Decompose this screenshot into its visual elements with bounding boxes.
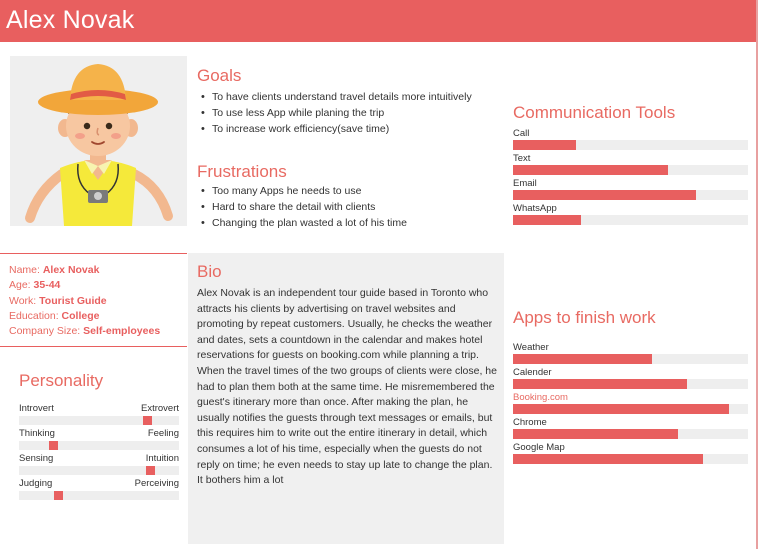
bar-fill — [513, 454, 703, 464]
bar-fill — [513, 140, 576, 150]
info-value: Tourist Guide — [39, 295, 107, 307]
bar-track — [513, 140, 748, 150]
apps-heading: Apps to finish work — [513, 308, 656, 327]
trait-slider-track — [19, 441, 179, 450]
list-item: • To have clients understand travel details more intuitively — [199, 89, 472, 105]
personality-heading: Personality — [19, 371, 104, 390]
communication-tools-heading: Communication Tools — [513, 103, 676, 122]
trait-left-label: Thinking — [19, 428, 55, 439]
trait-slider-marker — [49, 441, 58, 450]
goals-heading: Goals — [197, 66, 242, 85]
bar-label: Google Map — [513, 442, 565, 453]
bar-track — [513, 404, 748, 414]
trait-slider-marker — [54, 491, 63, 500]
list-item: • Too many Apps he needs to use — [199, 183, 407, 199]
list-item: • Hard to share the detail with clients — [199, 199, 407, 215]
bar-track — [513, 215, 748, 225]
bio-heading: Bio — [197, 262, 222, 281]
trait-slider-track — [19, 416, 179, 425]
list-item: • To use less App while planing the trip — [199, 105, 472, 121]
header-bar — [0, 0, 756, 42]
trait-left-label: Introvert — [19, 403, 54, 414]
info-education — [9, 310, 99, 322]
bio-text: Alex Novak is an independent tour guide based in Toronto who attracts his clients by advertising on travel websites and promoting by repeat customers. Usually, he checks the weather and dates, sets a countdown in the calendar and makes hotel reservations for guests on booking.com while planning a trip. When the travel times of the two groups of clients were close, he had to plan them both at the same time. He misremembered the guest's itinerary more than once. After making the plan, he usually notifies the guests through text messages or emails, but this requires him to write out the entire itinerary in detail, which consumes a lot of his time, especially when the guests do not reply on time; he even needs to stay up late to change the plan. It bothers him a lot — [197, 287, 497, 487]
right-border — [756, 0, 758, 549]
persona-photo — [10, 56, 187, 226]
info-value: 35-44 — [33, 279, 61, 291]
frustrations-list — [199, 183, 407, 231]
trait-right-label: Feeling — [147, 428, 179, 439]
bar-label: Calender — [513, 367, 552, 378]
info-label: Work: — [9, 295, 40, 307]
trait-left-label: Judging — [19, 478, 53, 489]
info-label: Name: — [9, 264, 43, 276]
bar-fill — [513, 354, 652, 364]
trait-slider-track — [19, 466, 179, 475]
bar-fill — [513, 379, 687, 389]
list-item: • To increase work efficiency(save time) — [199, 121, 472, 137]
info-label: Age: — [9, 279, 34, 291]
bar-track — [513, 379, 748, 389]
trait-slider-track — [19, 491, 179, 500]
bar-fill — [513, 190, 696, 200]
trait-left-label: Sensing — [19, 453, 54, 464]
bar-track — [513, 429, 748, 439]
info-value: College — [61, 310, 100, 322]
bar-label: Email — [513, 178, 537, 189]
bar-track — [513, 165, 748, 175]
bar-track — [513, 354, 748, 364]
bar-fill — [513, 429, 678, 439]
trait-slider-marker — [146, 466, 155, 475]
bar-track — [513, 454, 748, 464]
bar-label: Chrome — [513, 417, 547, 428]
info-label: Company Size: — [9, 325, 84, 337]
bar-label: Weather — [513, 342, 549, 353]
info-age — [9, 279, 60, 291]
list-item: • Changing the plan wasted a lot of his time — [199, 215, 407, 231]
bar-label: WhatsApp — [513, 203, 557, 214]
info-value: Self-employees — [83, 325, 161, 337]
trait-right-label: Perceiving — [134, 478, 179, 489]
trait-right-label: Extrovert — [140, 403, 179, 414]
bar-track — [513, 190, 748, 200]
info-work — [9, 295, 107, 307]
info-name — [9, 264, 99, 276]
bar-fill — [513, 404, 729, 414]
bar-label: Booking.com — [513, 392, 568, 403]
trait-right-label: Intuition — [145, 453, 179, 464]
info-company-size — [9, 325, 160, 337]
goals-list — [199, 89, 472, 137]
bar-label: Call — [513, 128, 530, 139]
bar-fill — [513, 165, 668, 175]
bar-label: Text — [513, 153, 531, 164]
trait-slider-marker — [143, 416, 152, 425]
persona-name-title: Alex Novak — [6, 6, 135, 34]
info-label: Education: — [9, 310, 62, 322]
frustrations-heading: Frustrations — [197, 162, 287, 181]
info-value: Alex Novak — [42, 264, 100, 276]
tourist-guide-illustration — [10, 56, 187, 226]
bar-fill — [513, 215, 581, 225]
